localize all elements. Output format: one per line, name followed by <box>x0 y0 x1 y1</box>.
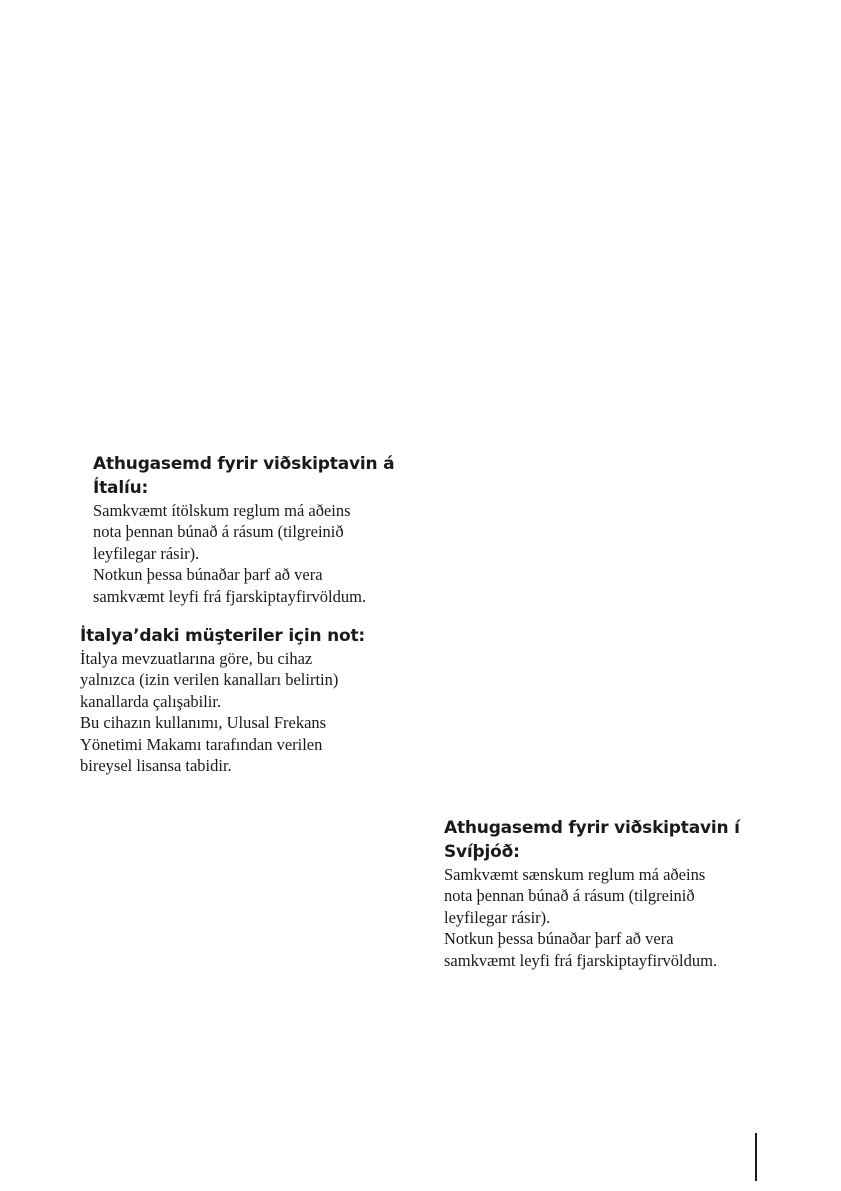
body-line: nota þennan búnað á rásum (tilgreinið <box>93 522 344 542</box>
body-line: samkvæmt leyfi frá fjarskiptayfirvöldum. <box>444 950 718 970</box>
heading-line: Athugasemd fyrir viðskiptavin á <box>93 454 395 474</box>
body-line: kanallarda çalışabilir. <box>80 691 222 711</box>
body-line: Samkvæmt ítölskum reglum má aðeins <box>93 501 351 520</box>
notice-italy-icelandic <box>93 452 413 607</box>
body-line: Yönetimi Makamı tarafından verilen <box>80 734 323 754</box>
notice-italy-turkish <box>80 624 400 776</box>
body-line: Bu cihazın kullanımı, Ulusal Frekans <box>80 713 327 733</box>
notice-heading <box>93 452 413 500</box>
body-line: bireysel lisansa tabidir. <box>80 756 232 776</box>
notice-heading <box>444 816 764 864</box>
body-line: nota þennan búnað á rásum (tilgreinið <box>444 886 695 906</box>
body-line: samkvæmt leyfi frá fjarskiptayfirvöldum. <box>93 586 367 606</box>
heading-line: Svíþjóð: <box>444 842 520 862</box>
body-line: leyfilegar rásir). <box>93 543 200 563</box>
body-line: Samkvæmt sænskum reglum má aðeins <box>444 865 706 884</box>
heading-line: Ítalíu: <box>93 478 149 498</box>
notice-heading <box>80 624 400 648</box>
body-line: Notkun þessa búnaðar þarf að vera <box>444 929 674 949</box>
body-line: leyfilegar rásir). <box>444 907 551 927</box>
heading-line: İtalya’daki müşteriler için not: <box>80 626 365 646</box>
body-line: yalnızca (izin verilen kanalları belirtin) <box>80 670 339 690</box>
body-line: İtalya mevzuatlarına göre, bu cihaz <box>80 649 313 668</box>
notice-sweden-icelandic <box>444 816 764 971</box>
heading-line: Athugasemd fyrir viðskiptavin í <box>444 818 740 838</box>
page-margin-rule <box>755 1133 757 1181</box>
body-line: Notkun þessa búnaðar þarf að vera <box>93 565 323 585</box>
